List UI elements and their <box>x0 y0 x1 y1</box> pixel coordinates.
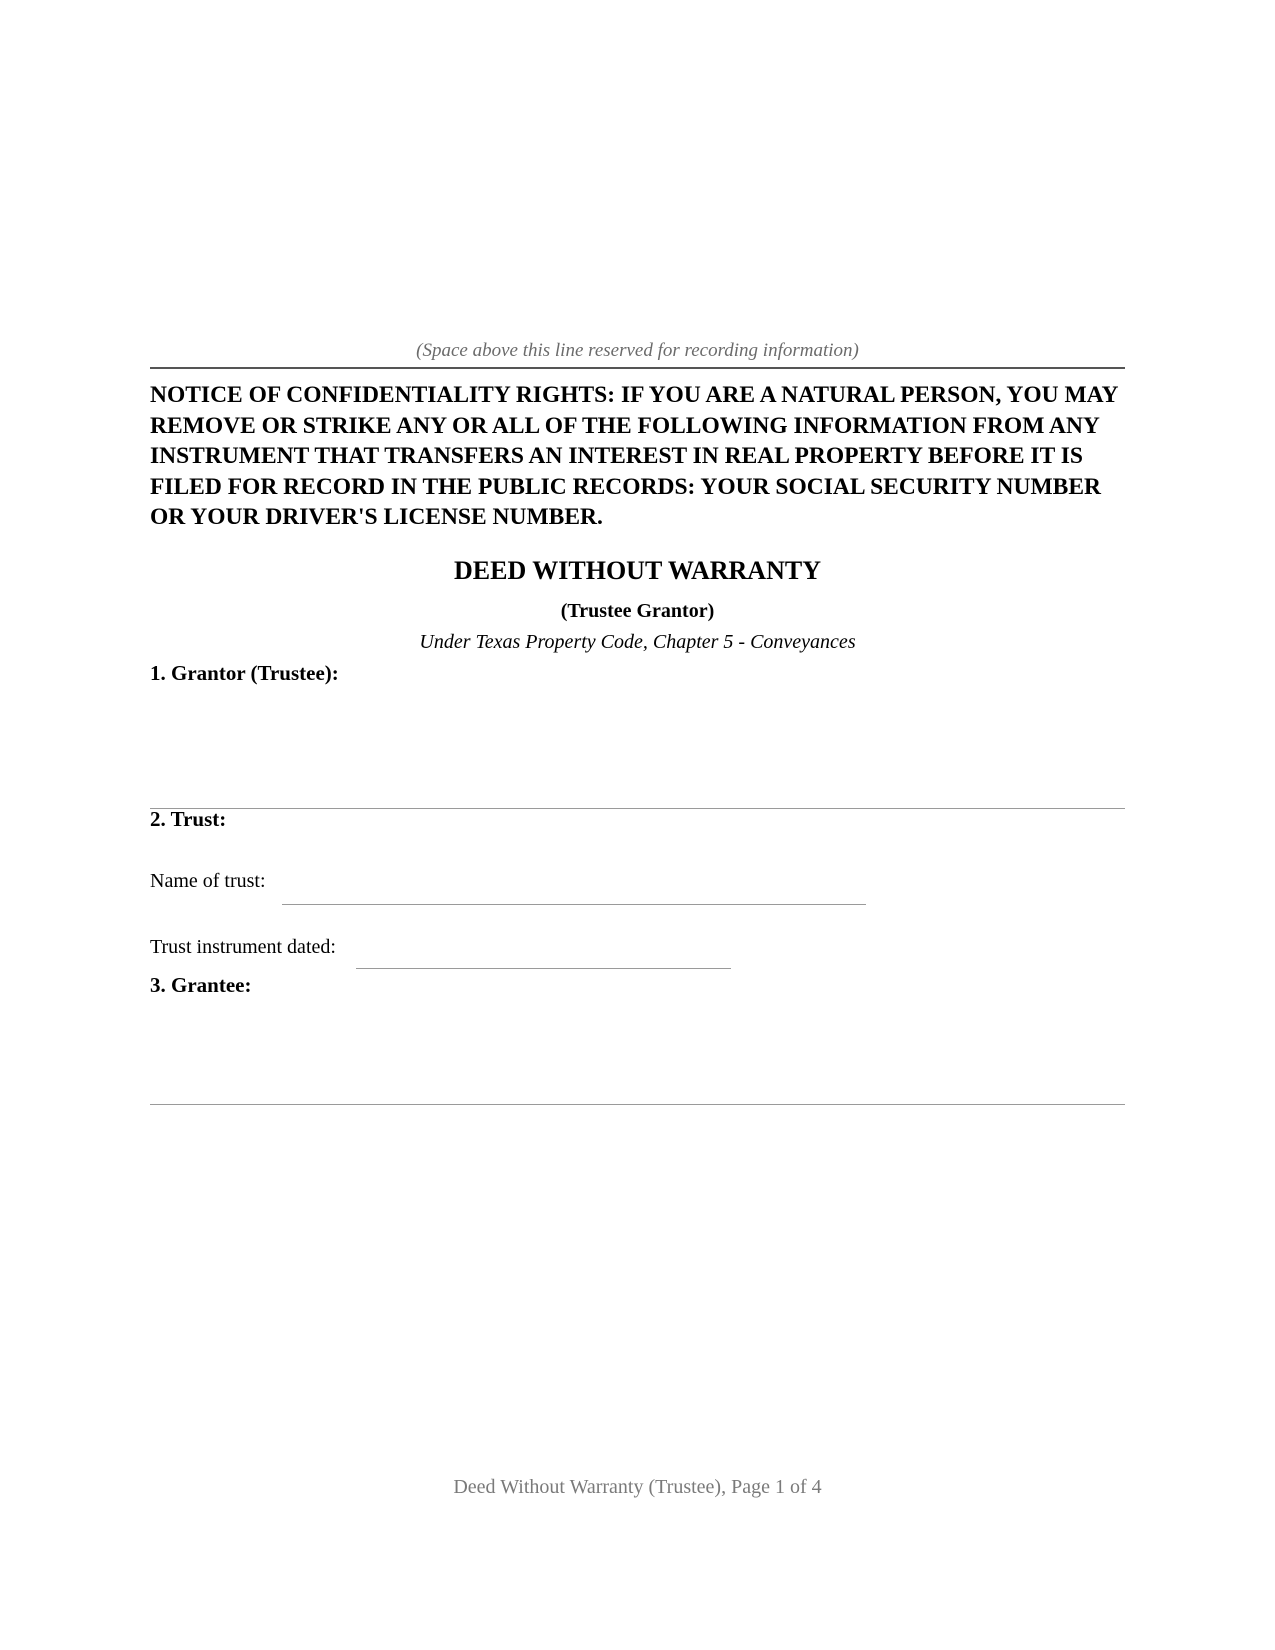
recording-line <box>150 367 1125 369</box>
page-footer: Deed Without Warranty (Trustee), Page 1 of 4 <box>453 1476 822 1498</box>
grantee-field[interactable] <box>150 1002 1125 1102</box>
grantor-heading: 1. Grantor (Trustee): <box>150 661 339 685</box>
trust-name-field[interactable] <box>282 866 866 902</box>
trust-dated-field[interactable] <box>356 932 731 966</box>
confidentiality-notice: NOTICE OF CONFIDENTIALITY RIGHTS: IF YOU ARE A NATURAL PERSON, YOU MAY REMOVE OR STRIKE ANY OR ALL OF THE FOLLOWING INFORMATION FROM ANY INSTRUMENT THAT TRANSFERS AN INTEREST IN REAL PROPERTY BEFORE IT IS FILED FOR RECORD IN THE PUBLIC RECORDS: YOUR SOCIAL SECURITY NUMBER OR YOUR DRIVER'S LICENSE NUMBER. <box>150 382 1118 530</box>
grantor-field-line <box>150 808 1125 809</box>
trust-dated-label: Trust instrument dated: <box>150 936 336 958</box>
grantee-heading: 3. Grantee: <box>150 973 252 997</box>
trust-name-line <box>282 904 866 905</box>
recording-space-note: (Space above this line reserved for recording information) <box>416 340 859 361</box>
trust-heading: 2. Trust: <box>150 807 227 831</box>
document-title: DEED WITHOUT WARRANTY <box>454 556 821 585</box>
grantor-field[interactable] <box>150 690 1125 802</box>
grantee-field-line <box>150 1104 1125 1105</box>
trust-dated-line <box>356 968 731 969</box>
document-subtitle: (Trustee Grantor) <box>560 600 715 622</box>
trust-name-label: Name of trust: <box>150 870 266 892</box>
statute-reference: Under Texas Property Code, Chapter 5 - Conveyances <box>419 631 856 653</box>
